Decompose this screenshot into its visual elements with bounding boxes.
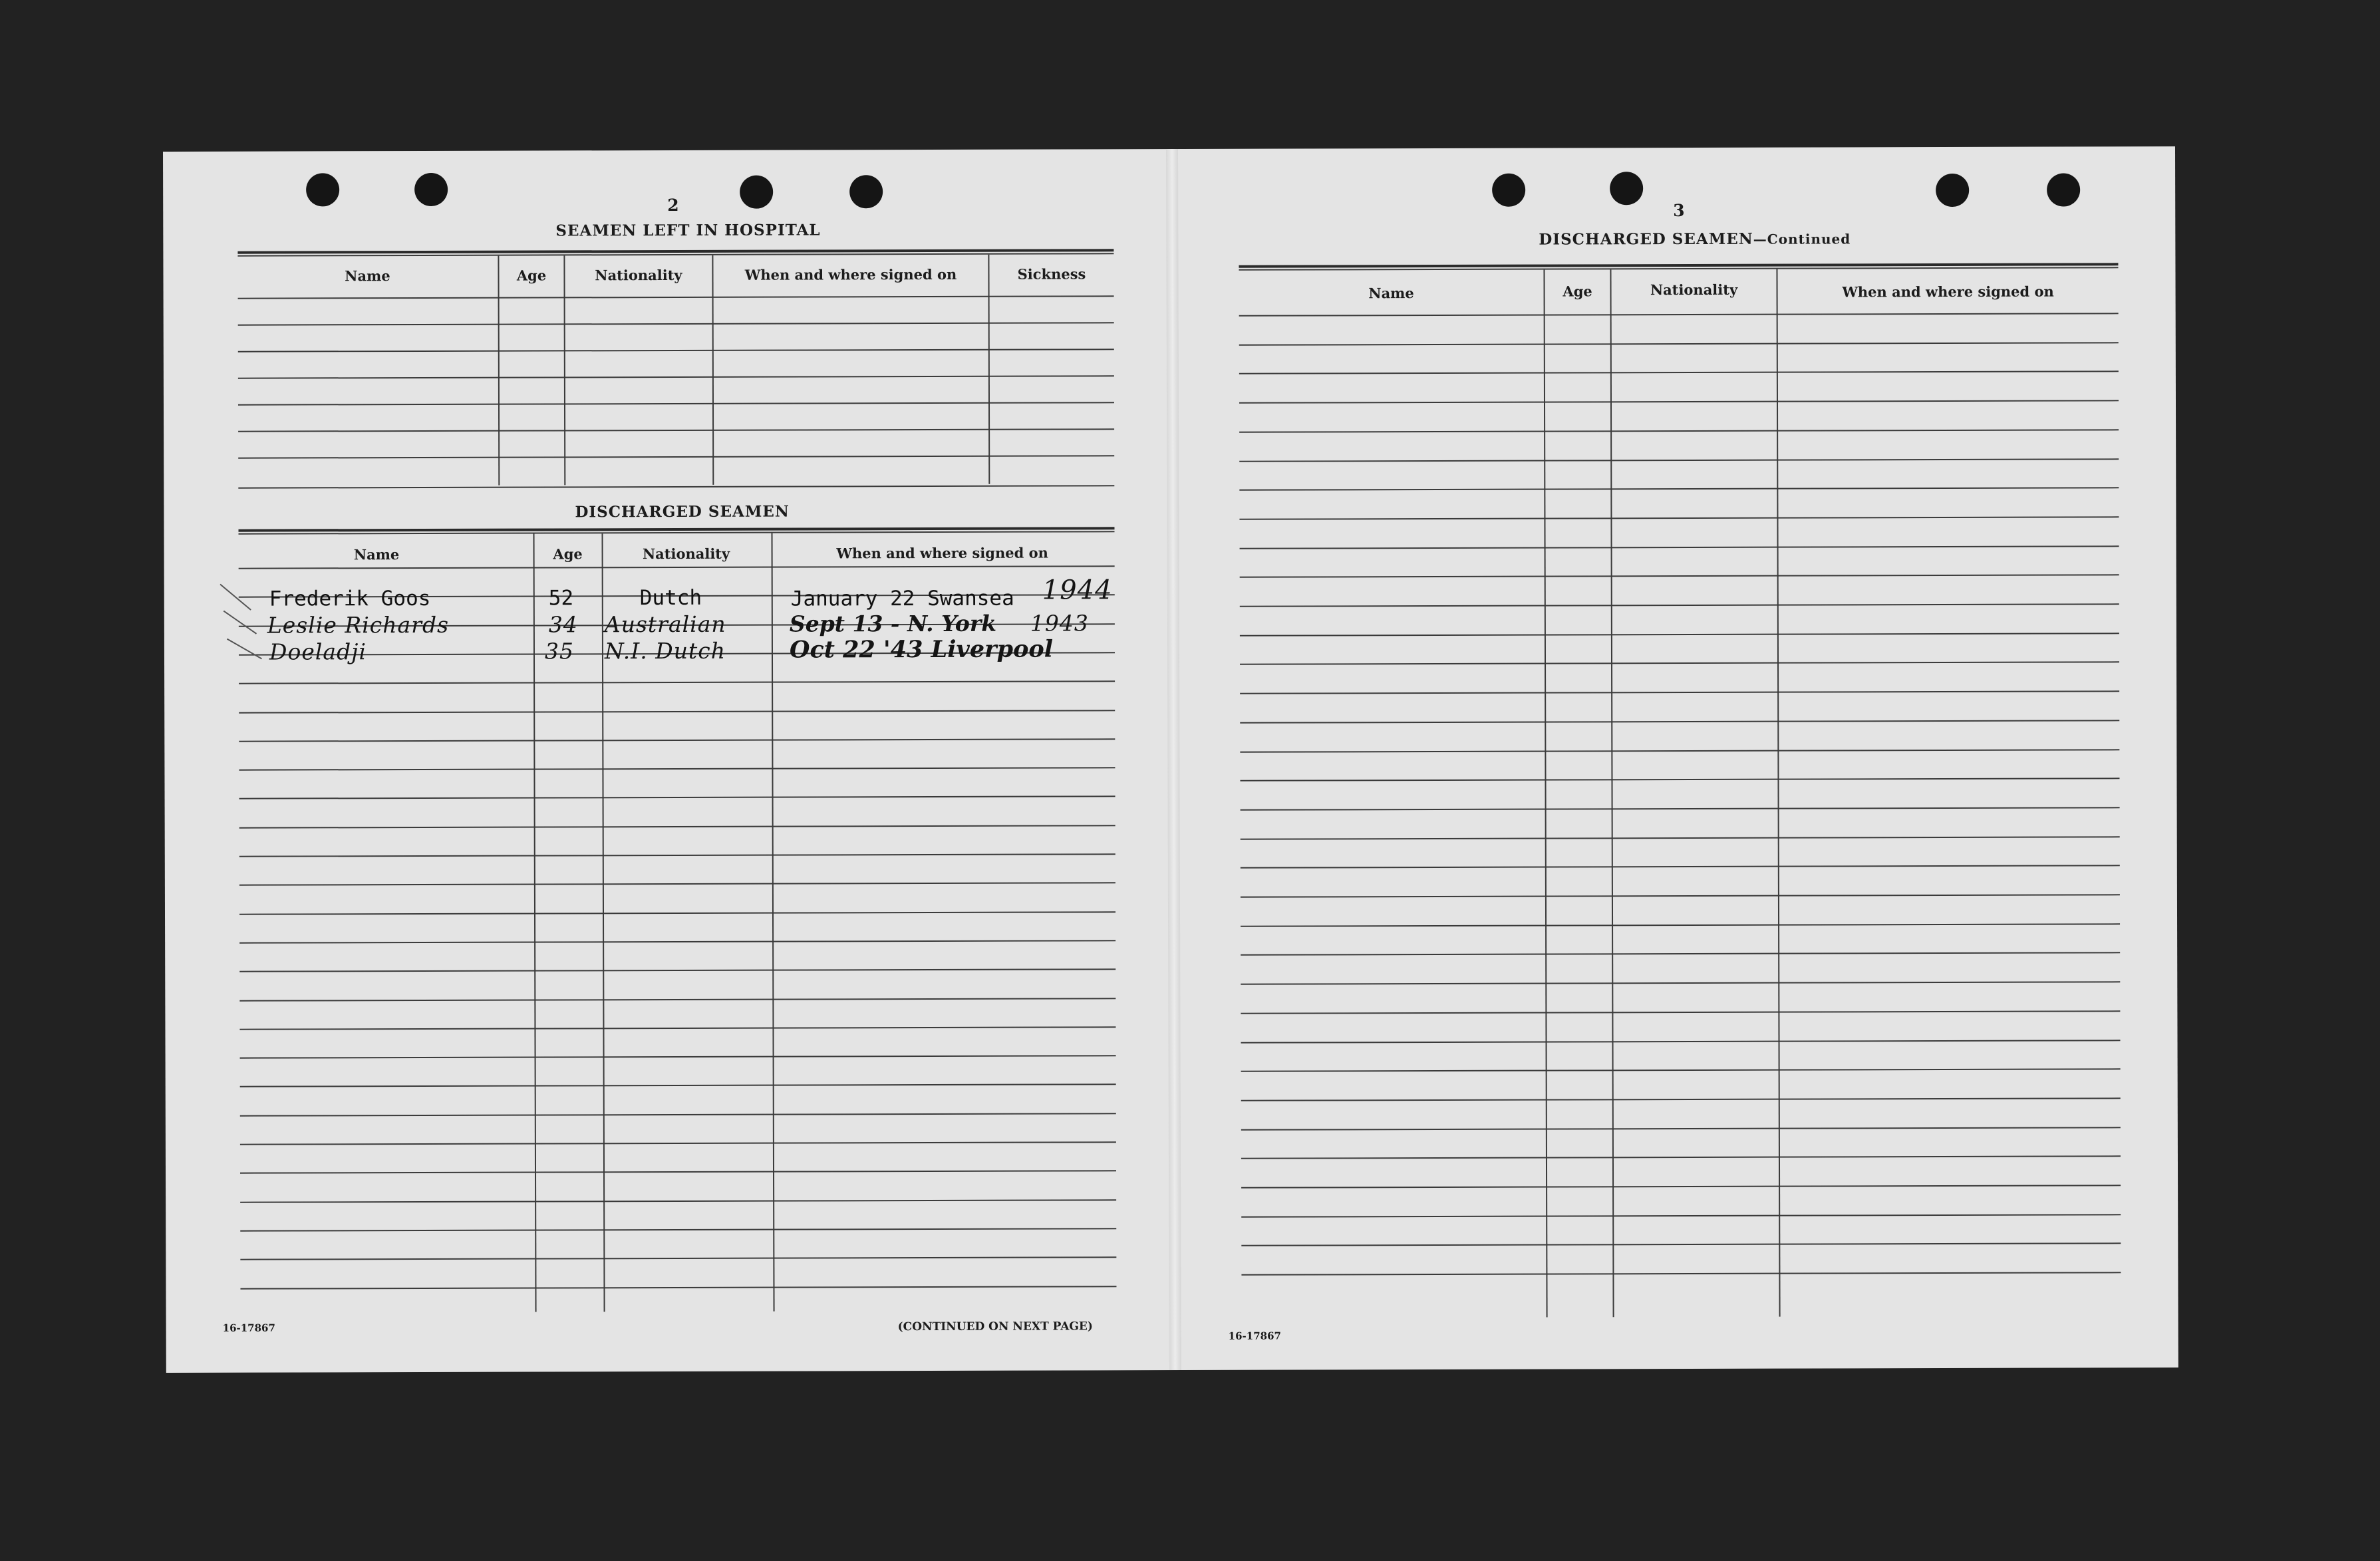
column-divider	[1610, 269, 1614, 1317]
punch-hole	[2047, 173, 2080, 206]
column-header: When and where signed on	[744, 265, 957, 283]
row-rule	[239, 710, 1115, 713]
signed-on-year: 1943	[1030, 610, 1089, 637]
column-divider	[988, 255, 990, 484]
column-header: Nationality	[642, 545, 730, 563]
column-header: When and where signed on	[836, 544, 1048, 562]
row-rule	[240, 1113, 1116, 1116]
column-header: Nationality	[1650, 281, 1738, 299]
column-divider	[1543, 270, 1547, 1318]
row-rule	[1239, 516, 2119, 519]
row-rule	[1240, 662, 2119, 665]
row-rule	[1239, 487, 2119, 490]
column-divider	[498, 256, 500, 486]
page-number: 2	[667, 195, 679, 215]
seaman-nationality: N.I. Dutch	[604, 637, 726, 664]
section-title	[1539, 229, 1851, 248]
row-rule	[238, 349, 1114, 352]
punch-hole	[1936, 174, 1969, 207]
row-rule	[1241, 1010, 2120, 1014]
title-suffix: —Continued	[1753, 231, 1851, 247]
row-rule	[239, 968, 1116, 972]
row-rule	[1239, 400, 2119, 403]
row-rule	[238, 428, 1114, 432]
row-rule	[1241, 836, 2120, 839]
row-rule	[1240, 575, 2119, 578]
form-number: 16-17867	[222, 1322, 275, 1334]
row-rule	[1241, 981, 2120, 984]
row-rule	[239, 940, 1116, 943]
row-rule	[1239, 342, 2119, 345]
row-rule	[239, 738, 1115, 742]
column-header: Name	[1368, 285, 1414, 302]
seaman-name: Leslie Richards	[267, 611, 450, 639]
title-main: DISCHARGED SEAMEN	[1539, 229, 1753, 249]
seaman-name: Frederik Goos	[269, 586, 431, 611]
row-rule	[1241, 1097, 2121, 1101]
signed-on-year: 1944	[1042, 575, 1113, 606]
row-rule	[238, 455, 1114, 458]
row-rule	[1239, 429, 2119, 432]
signed-on: Oct 22 '43 Liverpool	[789, 635, 1054, 664]
punch-hole	[306, 173, 339, 206]
row-rule	[1241, 1185, 2121, 1188]
column-divider	[563, 255, 565, 485]
row-rule	[239, 883, 1116, 886]
row-rule	[1240, 720, 2119, 723]
row-rule	[239, 1026, 1116, 1030]
row-rule	[1241, 1272, 2121, 1275]
page-number: 3	[1673, 201, 1685, 221]
row-rule	[239, 825, 1116, 828]
row-rule	[1241, 1127, 2121, 1130]
row-rule	[239, 911, 1116, 915]
seaman-name: Doeladji	[269, 639, 367, 665]
punch-hole	[414, 173, 448, 206]
row-rule	[238, 375, 1114, 378]
signed-on: Sept 13 - N. York	[789, 610, 997, 637]
row-rule	[240, 1256, 1116, 1260]
row-rule	[1241, 1243, 2121, 1246]
continued-note: (CONTINUED ON NEXT PAGE)	[897, 1320, 1093, 1334]
row-rule	[1240, 749, 2119, 752]
center-fold	[1166, 149, 1181, 1370]
seaman-age: 52	[548, 586, 574, 611]
row-rule	[240, 1228, 1116, 1231]
punch-hole	[740, 176, 773, 209]
row-rule	[239, 853, 1116, 857]
column-header: Name	[353, 546, 400, 563]
row-rule	[239, 767, 1115, 770]
ledger-sheet	[163, 146, 2178, 1373]
row-rule	[240, 1084, 1116, 1087]
punch-hole	[1492, 174, 1525, 207]
column-divider	[772, 533, 775, 1312]
check-mark	[223, 611, 257, 635]
seaman-age: 34	[548, 611, 578, 638]
rule	[238, 485, 1114, 488]
row-rule	[239, 680, 1115, 684]
section-title: SEAMEN LEFT IN HOSPITAL	[555, 221, 821, 240]
row-rule	[238, 295, 1114, 299]
row-rule	[239, 998, 1116, 1001]
row-rule	[1241, 807, 2120, 810]
row-rule	[238, 402, 1114, 405]
row-rule	[239, 796, 1116, 799]
row-rule	[1240, 778, 2119, 781]
row-rule	[1239, 458, 2119, 462]
seaman-age: 35	[544, 638, 575, 664]
check-mark	[227, 639, 262, 660]
row-rule	[1241, 1068, 2121, 1071]
row-rule	[1240, 603, 2119, 607]
row-rule	[240, 1141, 1116, 1145]
column-divider	[712, 255, 714, 485]
column-header: Age	[516, 267, 547, 284]
column-divider	[533, 534, 537, 1312]
punch-hole	[1610, 172, 1643, 205]
form-number: 16-17867	[1228, 1330, 1281, 1342]
row-rule	[1241, 1156, 2121, 1159]
seaman-nationality: Dutch	[639, 585, 702, 611]
column-header: Sickness	[1017, 265, 1086, 283]
row-rule	[1240, 633, 2119, 636]
section-title: DISCHARGED SEAMEN	[575, 502, 790, 521]
row-rule	[1240, 545, 2119, 549]
column-header: When and where signed on	[1842, 283, 2054, 301]
row-rule	[1241, 952, 2120, 956]
seaman-nationality: Australian	[604, 611, 726, 638]
row-rule	[240, 1286, 1116, 1289]
row-rule	[1241, 1040, 2121, 1043]
punch-hole	[849, 175, 883, 208]
column-header: Age	[1562, 283, 1592, 300]
row-rule	[1239, 371, 2119, 374]
row-rule	[240, 1171, 1116, 1174]
row-rule	[1241, 923, 2120, 926]
column-header: Name	[345, 267, 390, 285]
column-divider	[1776, 269, 1780, 1317]
column-header: Age	[553, 545, 583, 563]
row-rule	[1239, 313, 2119, 316]
row-rule	[1241, 1214, 2121, 1217]
row-rule	[1241, 894, 2120, 897]
row-rule	[1241, 865, 2120, 869]
row-rule	[240, 1199, 1116, 1203]
row-rule	[1240, 690, 2119, 694]
row-rule	[240, 1055, 1116, 1058]
column-header: Nationality	[595, 266, 682, 284]
row-rule	[238, 322, 1114, 325]
signed-on: January 22 Swansea	[790, 586, 1014, 611]
row-rule	[239, 565, 1115, 569]
